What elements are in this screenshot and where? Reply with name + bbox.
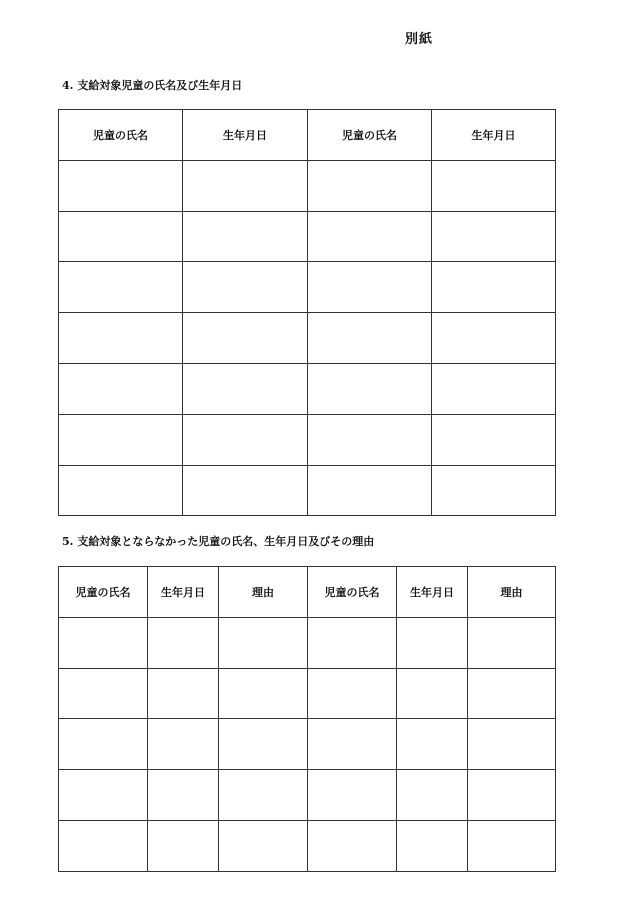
form-entry-cell[interactable] bbox=[308, 668, 397, 719]
column-header-birth-date: 生年月日 bbox=[432, 110, 556, 161]
form-entry-cell[interactable] bbox=[219, 617, 308, 668]
form-entry-cell[interactable] bbox=[432, 414, 556, 465]
section-4-heading: 4. 支給対象児童の氏名及び生年月日 bbox=[62, 79, 243, 92]
form-entry-cell[interactable] bbox=[468, 719, 556, 770]
form-entry-cell[interactable] bbox=[148, 668, 219, 719]
form-entry-cell[interactable] bbox=[397, 617, 468, 668]
form-entry-cell[interactable] bbox=[468, 820, 556, 871]
table-row bbox=[59, 414, 556, 465]
section-5-heading: 5. 支給対象とならなかった児童の氏名、生年月日及びその理由 bbox=[62, 535, 375, 548]
column-header-birth-date: 生年月日 bbox=[397, 567, 468, 618]
form-entry-cell[interactable] bbox=[468, 668, 556, 719]
form-entry-cell[interactable] bbox=[308, 617, 397, 668]
form-entry-cell[interactable] bbox=[59, 820, 148, 871]
form-entry-cell[interactable] bbox=[219, 770, 308, 821]
form-entry-cell[interactable] bbox=[59, 719, 148, 770]
form-entry-cell[interactable] bbox=[59, 465, 183, 516]
form-entry-cell[interactable] bbox=[432, 211, 556, 262]
form-entry-cell[interactable] bbox=[308, 820, 397, 871]
attachment-label: 別紙 bbox=[405, 32, 434, 47]
form-entry-cell[interactable] bbox=[183, 211, 308, 262]
form-entry-cell[interactable] bbox=[148, 770, 219, 821]
table-row bbox=[59, 617, 556, 668]
table-row bbox=[59, 465, 556, 516]
form-entry-cell[interactable] bbox=[308, 262, 432, 313]
table-row bbox=[59, 262, 556, 313]
table-header-row bbox=[59, 567, 556, 618]
table-row bbox=[59, 313, 556, 364]
column-header-birth-date: 生年月日 bbox=[183, 110, 308, 161]
form-entry-cell[interactable] bbox=[397, 719, 468, 770]
form-entry-cell[interactable] bbox=[308, 465, 432, 516]
table-row bbox=[59, 719, 556, 770]
form-entry-cell[interactable] bbox=[59, 313, 183, 364]
form-entry-cell[interactable] bbox=[183, 160, 308, 211]
form-entry-cell[interactable] bbox=[59, 262, 183, 313]
column-header-birth-date: 生年月日 bbox=[148, 567, 219, 618]
form-entry-cell[interactable] bbox=[308, 363, 432, 414]
form-entry-cell[interactable] bbox=[432, 313, 556, 364]
form-entry-cell[interactable] bbox=[59, 668, 148, 719]
form-entry-cell[interactable] bbox=[219, 719, 308, 770]
form-entry-cell[interactable] bbox=[148, 820, 219, 871]
form-entry-cell[interactable] bbox=[397, 770, 468, 821]
form-entry-cell[interactable] bbox=[308, 770, 397, 821]
table-row bbox=[59, 363, 556, 414]
form-entry-cell[interactable] bbox=[308, 414, 432, 465]
form-entry-cell[interactable] bbox=[308, 313, 432, 364]
form-entry-cell[interactable] bbox=[397, 820, 468, 871]
form-entry-cell[interactable] bbox=[397, 668, 468, 719]
form-entry-cell[interactable] bbox=[59, 770, 148, 821]
table-row bbox=[59, 160, 556, 211]
form-entry-cell[interactable] bbox=[219, 668, 308, 719]
form-entry-cell[interactable] bbox=[148, 719, 219, 770]
form-entry-cell[interactable] bbox=[59, 363, 183, 414]
form-entry-cell[interactable] bbox=[432, 363, 556, 414]
ineligible-children-table bbox=[58, 566, 556, 872]
form-entry-cell[interactable] bbox=[468, 770, 556, 821]
form-entry-cell[interactable] bbox=[432, 160, 556, 211]
table-row bbox=[59, 770, 556, 821]
form-entry-cell[interactable] bbox=[432, 262, 556, 313]
column-header-child-name: 児童の氏名 bbox=[308, 567, 397, 618]
form-entry-cell[interactable] bbox=[468, 617, 556, 668]
form-entry-cell[interactable] bbox=[148, 617, 219, 668]
form-entry-cell[interactable] bbox=[183, 313, 308, 364]
form-entry-cell[interactable] bbox=[59, 617, 148, 668]
form-entry-cell[interactable] bbox=[183, 363, 308, 414]
column-header-reason: 理由 bbox=[468, 567, 556, 618]
table-row bbox=[59, 668, 556, 719]
column-header-child-name: 児童の氏名 bbox=[308, 110, 432, 161]
form-entry-cell[interactable] bbox=[59, 211, 183, 262]
column-header-child-name: 児童の氏名 bbox=[59, 110, 183, 161]
form-entry-cell[interactable] bbox=[183, 465, 308, 516]
form-entry-cell[interactable] bbox=[59, 414, 183, 465]
eligible-children-table bbox=[58, 109, 556, 516]
form-entry-cell[interactable] bbox=[59, 160, 183, 211]
form-entry-cell[interactable] bbox=[219, 820, 308, 871]
form-entry-cell[interactable] bbox=[183, 262, 308, 313]
column-header-reason: 理由 bbox=[219, 567, 308, 618]
table-row bbox=[59, 820, 556, 871]
form-entry-cell[interactable] bbox=[183, 414, 308, 465]
form-entry-cell[interactable] bbox=[432, 465, 556, 516]
form-entry-cell[interactable] bbox=[308, 160, 432, 211]
column-header-child-name: 児童の氏名 bbox=[59, 567, 148, 618]
form-entry-cell[interactable] bbox=[308, 211, 432, 262]
form-entry-cell[interactable] bbox=[308, 719, 397, 770]
table-header-row bbox=[59, 110, 556, 161]
table-row bbox=[59, 211, 556, 262]
